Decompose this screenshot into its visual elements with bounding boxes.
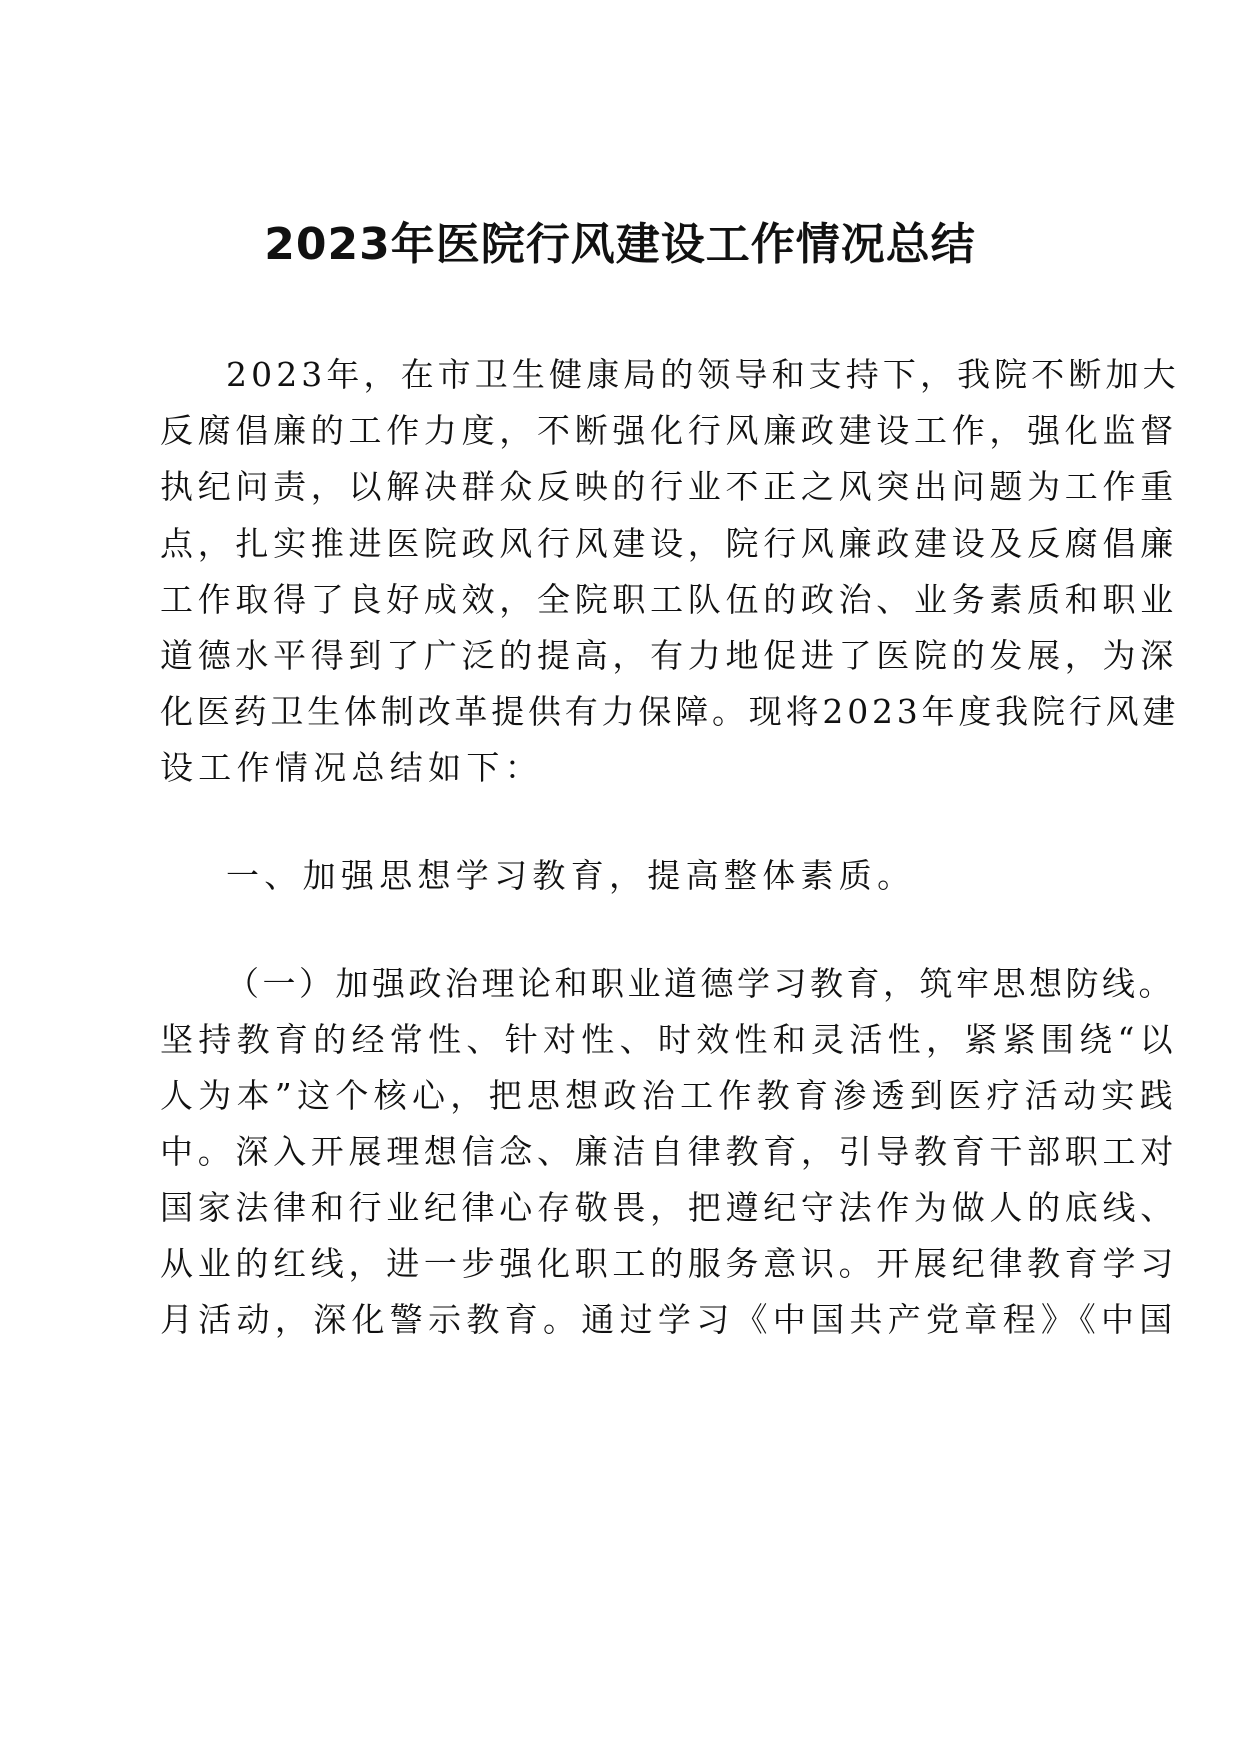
subsection-line-7: 月活动，深化警示教育。通过学习《中国共产党章程》《中国 [160,1300,1178,1339]
intro-line-6: 道德水平得到了广泛的提高，有力地促进了医院的发展，为深 [160,636,1178,675]
document-title: 2023年医院行风建设工作情况总结 [264,219,976,270]
intro-line-4: 点，扎实推进医院政风行风建设，院行风廉政建设及反腐倡廉 [160,524,1178,563]
section-heading: 一、加强思想学习教育，提高整体素质。 [226,856,916,895]
intro-line-3: 执纪问责，以解决群众反映的行业不正之风突出问题为工作重 [160,467,1178,506]
intro-line-2: 反腐倡廉的工作力度，不断强化行风廉政建设工作，强化监督 [160,411,1178,450]
subsection-line-6: 从业的红线，进一步强化职工的服务意识。开展纪律教育学习 [160,1244,1178,1283]
subsection-line-5: 国家法律和行业纪律心存敬畏，把遵纪守法作为做人的底线、 [160,1188,1178,1227]
subsection-line-1: （一）加强政治理论和职业道德学习教育，筑牢思想防线。 [226,964,1175,1003]
intro-line-8: 设工作情况总结如下： [160,748,543,787]
subsection-line-2: 坚持教育的经常性、针对性、时效性和灵活性，紧紧围绕“以 [160,1020,1178,1059]
intro-line-7: 化医药卫生体制改革提供有力保障。现将2023年度我院行风建 [160,692,1180,731]
intro-line-5: 工作取得了良好成效，全院职工队伍的政治、业务素质和职业 [160,580,1178,619]
subsection-line-3: 人为本”这个核心，把思想政治工作教育渗透到医疗活动实践 [160,1076,1178,1115]
subsection-line-4: 中。深入开展理想信念、廉洁自律教育，引导教育干部职工对 [160,1132,1178,1171]
intro-line-1: 2023年，在市卫生健康局的领导和支持下，我院不断加大 [226,355,1180,394]
